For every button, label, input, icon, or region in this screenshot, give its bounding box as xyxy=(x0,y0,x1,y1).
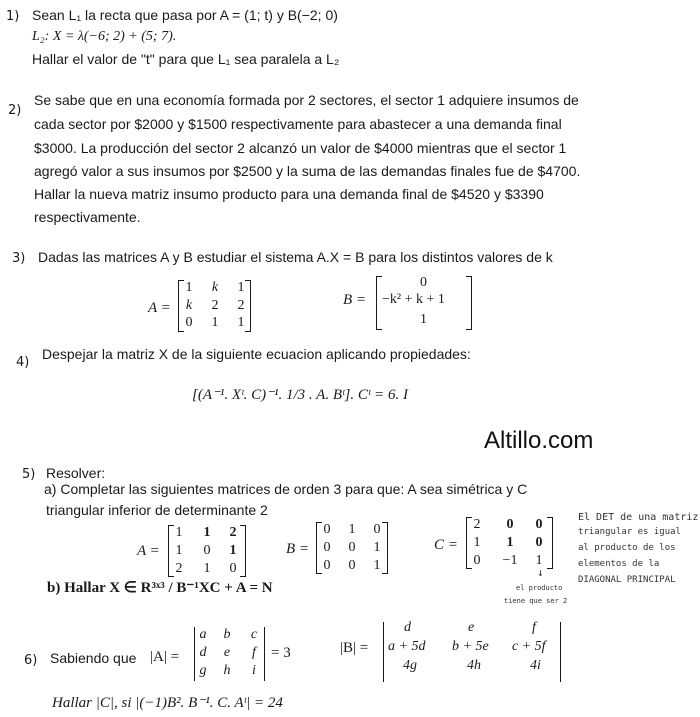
det-a-cell: c xyxy=(250,627,258,642)
altillo-watermark: Altillo.com xyxy=(484,427,594,454)
matrix-b-cell: 0 xyxy=(323,558,331,573)
problem-2-line-3: $3000. La producción del sector 2 alcanzó un valor de $4000 mientras que el sector 1 xyxy=(34,140,567,156)
det-a-cell: h xyxy=(223,663,231,678)
matrix-a-cell: k xyxy=(211,280,219,295)
problem-6-det-b-label: |B| = xyxy=(340,640,369,656)
problem-3-text: Dadas las matrices A y B estudiar el sistema A.X = B para los distintos valores de k xyxy=(38,249,553,265)
matrix-a-cell: 1 xyxy=(211,315,219,330)
problem-4-text: Despejar la matriz X de la siguiente ecuacion aplicando propiedades: xyxy=(42,346,471,362)
det-b-cell: 4h xyxy=(467,658,481,673)
det-b-cell: d xyxy=(404,620,411,635)
det-a-cell: i xyxy=(252,663,256,678)
problem-1-line-1: Sean L₁ la recta que pasa por A = (1; t) y B(−2; 0) xyxy=(32,7,338,23)
matrix-a-cell: 2 xyxy=(237,298,245,313)
problem-5-matrix-b-label: B = xyxy=(286,541,310,557)
problem-5-matrix-c-label: C = xyxy=(434,537,458,553)
problem-5-b-line: b) Hallar X ∈ R³ˣ³ / B⁻¹XC + A = N xyxy=(47,580,273,596)
matrix-b-cell: 0 xyxy=(348,540,356,555)
problem-5-a-line-2: triangular inferior de determinante 2 xyxy=(46,502,268,518)
matrix-a-cell: 1 xyxy=(203,561,211,576)
matrix-a-cell: 2 xyxy=(211,298,219,313)
matrix-c-cell: 0 xyxy=(473,553,481,568)
matrix-a-cell: 1 xyxy=(175,525,183,540)
det-b-cell: e xyxy=(468,620,475,635)
matrix-c-cell: 0 xyxy=(535,517,543,532)
matrix-b-cell: −k² + k + 1 xyxy=(382,292,445,307)
det-a-cell: b xyxy=(223,627,231,642)
matrix-a-cell: 1 xyxy=(237,280,245,295)
matrix-a-cell: 0 xyxy=(203,543,211,558)
problem-6-number: 6) xyxy=(24,653,38,668)
problem-3-number: 3) xyxy=(12,251,26,266)
matrix-c-cell: 1 xyxy=(473,535,481,550)
down-arrow-icon: ↓ xyxy=(537,566,544,579)
problem-4-equation: [(A⁻¹. Xᵗ. C)⁻¹. 1/3 . A. Bᵗ]. Cᵗ = 6. I xyxy=(192,387,408,403)
det-a-cell: e xyxy=(223,645,231,660)
det-b-cell: c + 5f xyxy=(512,639,546,654)
handwritten-note-line: El DET de una matriz xyxy=(578,512,699,523)
matrix-b-cell: 1 xyxy=(348,522,356,537)
problem-6-det-a-value: = 3 xyxy=(271,645,291,661)
problem-3-matrix-b-label: B = xyxy=(343,292,367,308)
problem-2-line-6: respectivamente. xyxy=(34,209,141,225)
det-b-cell: 4i xyxy=(530,658,541,673)
matrix-b-cell: 1 xyxy=(373,558,381,573)
det-b-cell: f xyxy=(532,620,536,635)
det-b-cell: 4g xyxy=(403,658,417,673)
det-a-cell: f xyxy=(252,645,256,660)
problem-2-line-2: cada sector por $2000 y $1500 respectivamente para abastecer a una demanda final xyxy=(34,116,562,132)
problem-1-line-3: Hallar el valor de "t" para que L₁ sea paralela a L₂ xyxy=(32,51,340,67)
matrix-b-cell: 0 xyxy=(323,522,331,537)
det-a-cell: g xyxy=(199,663,207,678)
matrix-b-cell: 1 xyxy=(373,540,381,555)
handwritten-note-line: elementos de la xyxy=(578,559,660,569)
problem-6-text: Sabiendo que xyxy=(50,650,137,666)
problem-2-line-4: agregó valor a sus insumos por $2500 y la suma de las demandas finales fue de $4700. xyxy=(34,163,581,179)
problem-1-line-2: L₂: X = λ(−6; 2) + (5; 7). xyxy=(32,29,177,44)
matrix-b-cell: 0 xyxy=(323,540,331,555)
matrix-a-cell: 1 xyxy=(237,315,245,330)
matrix-a-cell: 2 xyxy=(229,525,237,540)
problem-2-number: 2) xyxy=(8,103,22,118)
problem-1-number: 1) xyxy=(6,9,20,24)
matrix-a-cell: 1 xyxy=(203,525,211,540)
det-b-cell: a + 5d xyxy=(388,639,426,654)
problem-2-line-5: Hallar la nueva matriz insumo producto para una demanda final de $4520 y $3390 xyxy=(34,186,544,202)
problem-5-matrix-a-label: A = xyxy=(137,543,160,559)
handwritten-note-line: al producto de los xyxy=(578,543,676,553)
matrix-b-cell: 0 xyxy=(348,558,356,573)
matrix-a-cell: 0 xyxy=(185,315,193,330)
problem-5-number: 5) xyxy=(22,467,36,482)
det-a-cell: d xyxy=(199,645,207,660)
matrix-c-cell: −1 xyxy=(502,553,518,568)
matrix-c-cell: 1 xyxy=(535,553,543,568)
matrix-c-cell: 1 xyxy=(506,535,514,550)
matrix-c-cell: 0 xyxy=(535,535,543,550)
handwritten-note-line: DIAGONAL PRINCIPAL xyxy=(578,575,676,585)
matrix-b-cell: 0 xyxy=(373,522,381,537)
problem-5-title: Resolver: xyxy=(46,465,106,481)
matrix-a-cell: 1 xyxy=(175,543,183,558)
matrix-b-cell: 1 xyxy=(420,312,427,327)
problem-6-det-a-label: |A| = xyxy=(150,649,180,665)
problem-2-line-1: Se sabe que en una economía formada por 2 sectores, el sector 1 adquiere insumos de xyxy=(34,92,579,108)
matrix-a-cell: 2 xyxy=(175,561,183,576)
problem-6-question: Hallar |C|, si |(−1)B². B⁻¹. C. Aᵗ| = 24 xyxy=(52,695,283,711)
problem-3-matrix-a-label: A = xyxy=(148,300,171,316)
matrix-a-cell: 0 xyxy=(229,561,237,576)
matrix-a-cell: 1 xyxy=(185,280,193,295)
matrix-a-cell: k xyxy=(185,298,193,313)
handwritten-note-line: el producto xyxy=(516,584,563,592)
problem-5-a-line-1: a) Completar las siguientes matrices de orden 3 para que: A sea simétrica y C xyxy=(44,481,528,497)
problem-4-number: 4) xyxy=(16,355,30,370)
handwritten-note-line: triangular es igual xyxy=(578,527,681,537)
det-b-cell: b + 5e xyxy=(452,639,489,654)
matrix-c-cell: 2 xyxy=(473,517,481,532)
matrix-a-cell: 1 xyxy=(229,543,237,558)
matrix-c-cell: 0 xyxy=(506,517,514,532)
matrix-b-cell: 0 xyxy=(420,275,427,290)
handwritten-note-line: tiene que ser 2 xyxy=(504,597,568,605)
det-a-cell: a xyxy=(199,627,207,642)
